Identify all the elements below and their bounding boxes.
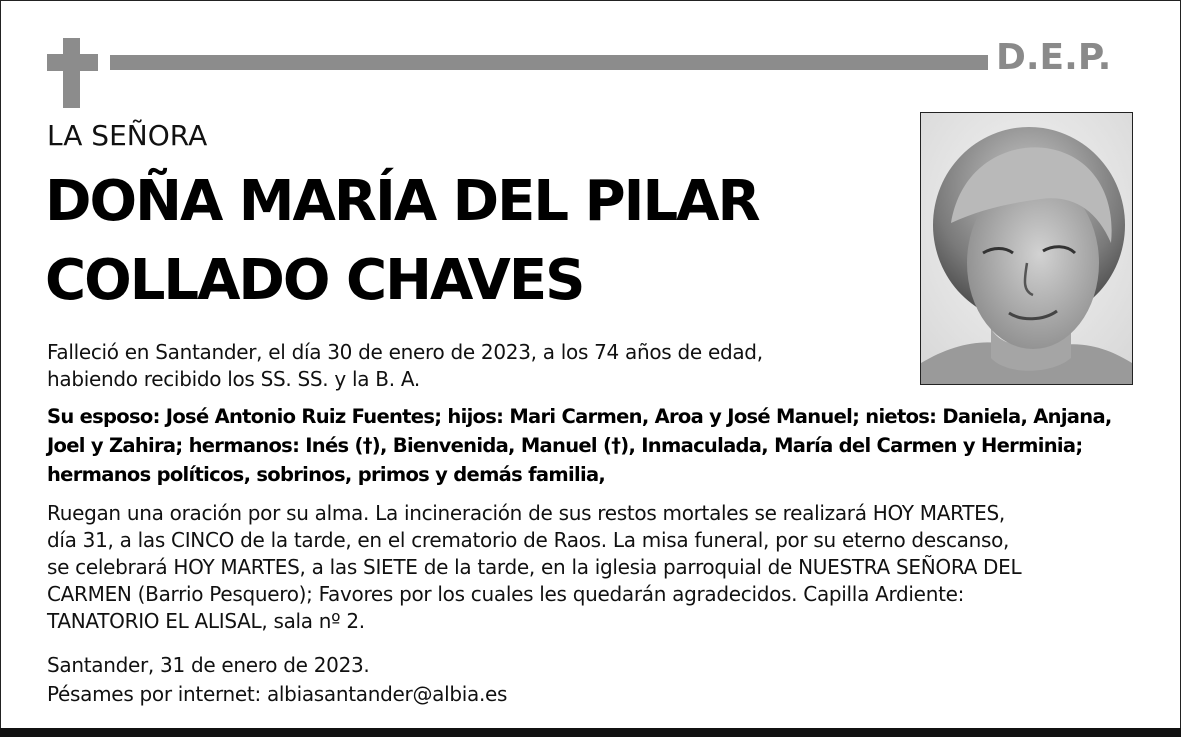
portrait-illustration — [921, 113, 1132, 384]
condolences-contact: Pésames por internet: albiasantander@albia.es — [47, 682, 508, 706]
family-line: hermanos políticos, sobrinos, primos y demás familia, — [47, 463, 606, 486]
header-rule — [110, 55, 988, 70]
family-line: Su esposo: José Antonio Ruiz Fuentes; hijos: Mari Carmen, Aroa y José Manuel; nietos: Daniela, Anjana, — [47, 405, 1112, 428]
funeral-details-line: se celebrará HOY MARTES, a las SIETE de la tarde, en la iglesia parroquial de NUESTRA SEÑORA DEL — [47, 555, 1022, 579]
bottom-rule — [0, 728, 1181, 737]
portrait-photo — [920, 112, 1133, 385]
dep-label: D.E.P. — [996, 37, 1112, 78]
deceased-name-line-1: DOÑA MARÍA DEL PILAR — [45, 169, 759, 234]
deceased-name-line-2: COLLADO CHAVES — [45, 248, 584, 313]
funeral-details-line: Ruegan una oración por su alma. La incineración de sus restos mortales se realizará HOY MARTES, — [47, 501, 1005, 525]
funeral-details-line: CARMEN (Barrio Pesquero); Favores por los cuales les quedarán agradecidos. Capilla Ardiente: — [47, 582, 965, 606]
salutation: LA SEÑORA — [47, 119, 208, 152]
family-list — [47, 402, 1112, 489]
death-notice-line: Falleció en Santander, el día 30 de enero de 2023, a los 74 años de edad, — [47, 340, 763, 364]
cross-icon-vertical — [63, 38, 80, 108]
place-date: Santander, 31 de enero de 2023. — [47, 653, 370, 677]
family-line: Joel y Zahira; hermanos: Inés (†), Bienvenida, Manuel (†), Inmaculada, María del Carmen y Herminia; — [47, 434, 1083, 457]
funeral-details-line: día 31, a las CINCO de la tarde, en el crematorio de Raos. La misa funeral, por su eterno descanso, — [47, 528, 1010, 552]
funeral-details — [47, 500, 1021, 635]
death-notice-line: habiendo recibido los SS. SS. y la B. A. — [47, 367, 420, 391]
funeral-details-line: TANATORIO EL ALISAL, sala nº 2. — [47, 609, 365, 633]
death-notice — [47, 339, 763, 393]
cross-icon-horizontal — [47, 54, 98, 71]
